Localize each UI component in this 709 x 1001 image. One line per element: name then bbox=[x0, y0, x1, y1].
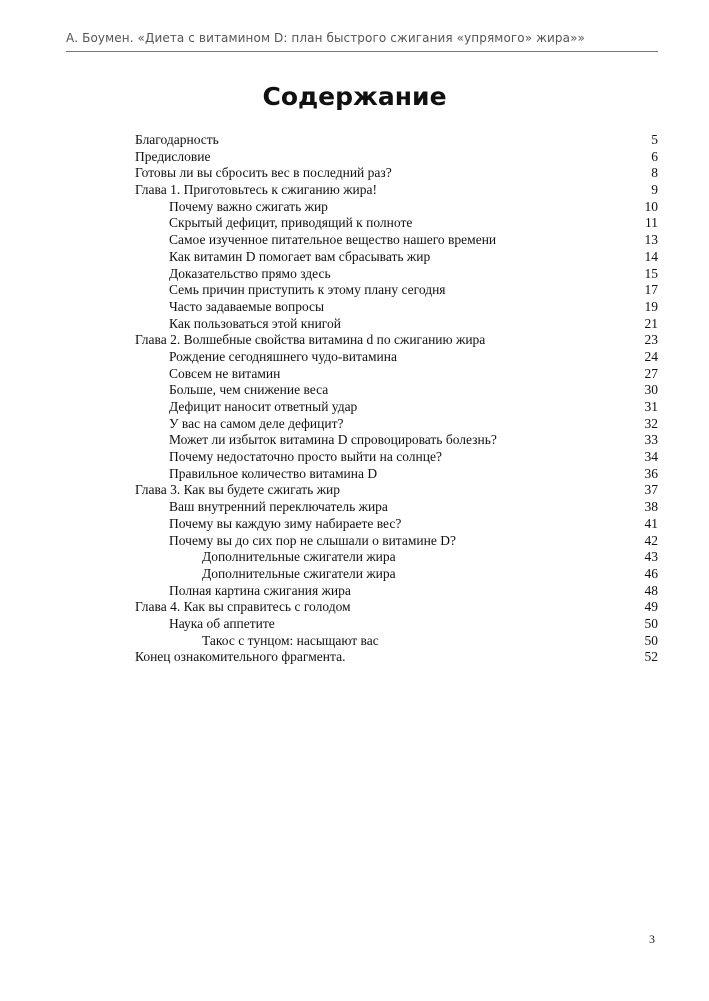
toc-entry[interactable] bbox=[135, 599, 658, 616]
toc-entry[interactable] bbox=[135, 416, 658, 433]
toc-entry-page[interactable]: 6 bbox=[651, 148, 658, 164]
toc-entry[interactable] bbox=[135, 499, 658, 516]
toc-entry-label[interactable]: Может ли избыток витамина D спровоцировать болезнь? bbox=[169, 432, 497, 448]
toc-entry[interactable] bbox=[135, 332, 658, 349]
toc-entry-label[interactable]: Глава 4. Как вы справитесь с голодом bbox=[135, 599, 351, 615]
toc-entry-page[interactable]: 50 bbox=[644, 632, 658, 648]
toc-entry-page[interactable]: 14 bbox=[644, 248, 658, 264]
toc-entry-label[interactable]: Благодарность bbox=[135, 132, 219, 147]
toc-entry[interactable] bbox=[135, 299, 658, 316]
header-divider bbox=[66, 51, 658, 52]
toc-entry-label[interactable]: Самое изученное питательное вещество нашего времени bbox=[169, 232, 497, 248]
toc-entry[interactable] bbox=[135, 182, 658, 199]
toc-entry-label[interactable]: Часто задаваемые вопросы bbox=[169, 298, 325, 314]
toc-entry-page[interactable]: 19 bbox=[644, 298, 658, 314]
toc-entry-label[interactable]: Больше, чем снижение веса bbox=[169, 382, 329, 398]
toc-entry-page[interactable]: 41 bbox=[644, 515, 658, 531]
toc-entry-label[interactable]: У вас на самом деле дефицит? bbox=[169, 415, 344, 431]
toc-entry-page[interactable]: 23 bbox=[644, 332, 658, 348]
toc-entry[interactable] bbox=[135, 516, 658, 533]
toc-entry-label[interactable]: Правильное количество витамина D bbox=[169, 465, 378, 481]
toc-entry-label[interactable]: Скрытый дефицит, приводящий к полноте bbox=[169, 215, 413, 231]
toc-entry[interactable] bbox=[135, 149, 658, 166]
toc-entry[interactable] bbox=[135, 316, 658, 333]
toc-entry-label[interactable]: Почему важно сжигать жир bbox=[169, 198, 328, 214]
toc-entry-label[interactable]: Глава 1. Приготовьтесь к сжиганию жира! bbox=[135, 182, 378, 198]
toc-entry[interactable] bbox=[135, 165, 658, 182]
toc-entry-page[interactable]: 11 bbox=[645, 215, 658, 231]
toc-entry-label[interactable]: Почему вы до сих пор не слышали о витамине D? bbox=[169, 532, 456, 548]
toc-entry[interactable] bbox=[135, 466, 658, 483]
toc-entry-label[interactable]: Как витамин D помогает вам сбрасывать жир bbox=[169, 248, 431, 264]
toc-entry[interactable] bbox=[135, 266, 658, 283]
toc-entry-page[interactable]: 15 bbox=[644, 265, 658, 281]
toc-entry-page[interactable]: 8 bbox=[651, 165, 658, 181]
toc-entry[interactable] bbox=[135, 132, 658, 149]
toc-entry[interactable] bbox=[135, 566, 658, 583]
toc-entry-label[interactable]: Семь причин приступить к этому плану сегодня bbox=[169, 282, 446, 298]
toc-entry[interactable] bbox=[135, 382, 658, 399]
toc-entry[interactable] bbox=[135, 649, 658, 666]
toc-entry-label[interactable]: Предисловие bbox=[135, 148, 211, 164]
toc-entry-page[interactable]: 24 bbox=[644, 348, 658, 364]
toc-entry[interactable] bbox=[135, 282, 658, 299]
toc-entry[interactable] bbox=[135, 482, 658, 499]
toc-entry-page[interactable]: 36 bbox=[644, 465, 658, 481]
toc-entry[interactable] bbox=[135, 616, 658, 633]
toc-entry[interactable] bbox=[135, 366, 658, 383]
toc-entry[interactable] bbox=[135, 583, 658, 600]
toc-entry-page[interactable]: 30 bbox=[644, 382, 658, 398]
toc-entry-label[interactable]: Наука об аппетите bbox=[169, 615, 275, 631]
table-of-contents bbox=[135, 132, 658, 666]
toc-entry-page[interactable]: 13 bbox=[644, 232, 658, 248]
running-header: А. Боумен. «Диета с витамином D: план быстрого сжигания «упрямого» жира»» bbox=[66, 31, 585, 45]
toc-entry-page[interactable]: 42 bbox=[644, 532, 658, 548]
toc-entry-label[interactable]: Готовы ли вы сбросить вес в последний раз? bbox=[135, 165, 392, 181]
toc-entry-label[interactable]: Дефицит наносит ответный удар bbox=[169, 399, 358, 414]
toc-entry-page[interactable]: 32 bbox=[644, 415, 658, 431]
toc-entry-page[interactable]: 49 bbox=[644, 599, 658, 615]
toc-entry[interactable] bbox=[135, 199, 658, 216]
toc-entry-label[interactable]: Такос с тунцом: насыщают вас bbox=[202, 632, 379, 648]
toc-entry-label[interactable]: Глава 3. Как вы будете сжигать жир bbox=[135, 482, 340, 498]
page-title: Содержание bbox=[262, 82, 447, 111]
toc-entry[interactable] bbox=[135, 249, 658, 266]
toc-entry-label[interactable]: Глава 2. Волшебные свойства витамина d по сжиганию жира bbox=[135, 332, 486, 348]
toc-entry-page[interactable]: 38 bbox=[644, 499, 658, 515]
toc-entry-page[interactable]: 43 bbox=[644, 549, 658, 565]
page-number: 3 bbox=[649, 932, 655, 946]
toc-entry-page[interactable]: 33 bbox=[644, 432, 658, 448]
toc-entry-label[interactable]: Почему вы каждую зиму набираете вес? bbox=[169, 515, 402, 531]
toc-entry-page[interactable]: 10 bbox=[644, 198, 658, 214]
toc-entry-label[interactable]: Полная картина сжигания жира bbox=[169, 582, 351, 598]
toc-entry[interactable] bbox=[135, 399, 658, 416]
toc-entry-label[interactable]: Ваш внутренний переключатель жира bbox=[169, 499, 388, 515]
toc-entry[interactable] bbox=[135, 215, 658, 232]
toc-entry-page[interactable]: 17 bbox=[644, 282, 658, 298]
toc-entry[interactable] bbox=[135, 349, 658, 366]
toc-entry[interactable] bbox=[135, 449, 658, 466]
toc-entry-label[interactable]: Рождение сегодняшнего чудо-витамина bbox=[169, 348, 397, 364]
toc-entry-label[interactable]: Дополнительные сжигатели жира bbox=[202, 549, 396, 565]
toc-entry-label[interactable]: Дополнительные сжигатели жира bbox=[202, 565, 396, 581]
toc-entry-page[interactable]: 50 bbox=[644, 615, 658, 631]
toc-entry[interactable] bbox=[135, 533, 658, 550]
toc-entry-page[interactable]: 34 bbox=[644, 449, 658, 465]
toc-entry-page[interactable]: 46 bbox=[644, 565, 658, 581]
toc-entry-page[interactable]: 31 bbox=[644, 399, 658, 414]
toc-entry[interactable] bbox=[135, 232, 658, 249]
toc-entry-label[interactable]: Почему недостаточно просто выйти на солнце? bbox=[169, 449, 442, 465]
toc-entry-page[interactable]: 9 bbox=[651, 182, 658, 198]
toc-entry[interactable] bbox=[135, 432, 658, 449]
toc-entry-page[interactable]: 37 bbox=[644, 482, 658, 498]
toc-entry-page[interactable]: 5 bbox=[651, 132, 658, 147]
toc-entry[interactable] bbox=[135, 549, 658, 566]
toc-entry-page[interactable]: 48 bbox=[644, 582, 658, 598]
toc-entry-page[interactable]: 52 bbox=[644, 649, 658, 665]
toc-entry-label[interactable]: Как пользоваться этой книгой bbox=[169, 315, 341, 331]
toc-entry[interactable] bbox=[135, 633, 658, 650]
toc-entry-label[interactable]: Конец ознакомительного фрагмента. bbox=[135, 649, 346, 665]
toc-entry-label[interactable]: Совсем не витамин bbox=[169, 365, 281, 381]
toc-entry-page[interactable]: 21 bbox=[644, 315, 658, 331]
toc-entry-label[interactable]: Доказательство прямо здесь bbox=[169, 265, 331, 281]
toc-entry-page[interactable]: 27 bbox=[644, 365, 658, 381]
